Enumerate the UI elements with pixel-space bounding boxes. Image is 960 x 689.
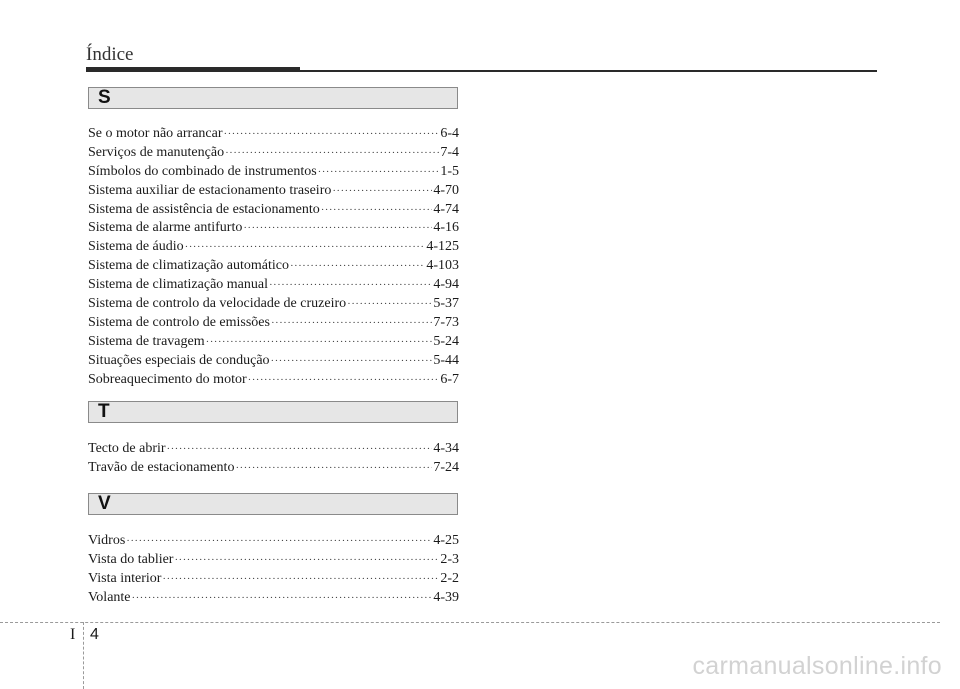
index-entry[interactable] <box>88 257 459 276</box>
section-header-s <box>88 87 458 109</box>
section-header-t <box>88 401 458 423</box>
header-rule-thin <box>300 70 877 72</box>
entry-page: 5-37 <box>433 296 459 312</box>
dot-leader <box>185 238 426 257</box>
index-entry[interactable] <box>88 144 459 163</box>
entry-page: 4-39 <box>433 589 459 605</box>
index-list-t <box>88 440 459 478</box>
index-entry[interactable] <box>88 295 459 314</box>
index-list-v <box>88 532 459 608</box>
index-entry[interactable] <box>88 276 459 295</box>
entry-label: Sistema auxiliar de estacionamento traseiro <box>88 182 332 198</box>
section-letter: T <box>98 401 110 422</box>
entry-page: 1-5 <box>440 163 459 179</box>
footer-page-number: 4 <box>90 626 99 643</box>
section-letter: V <box>98 493 111 514</box>
entry-page: 2-2 <box>440 570 459 586</box>
index-entry[interactable] <box>88 201 459 220</box>
dot-leader <box>126 532 432 551</box>
dot-leader <box>271 352 433 371</box>
section-header-v <box>88 493 458 515</box>
entry-label: Sistema de climatização automático <box>88 258 289 274</box>
dot-leader <box>332 182 432 201</box>
entry-page: 6-7 <box>440 371 459 387</box>
index-entry[interactable] <box>88 352 459 371</box>
entry-label: Vidros <box>88 533 126 548</box>
entry-label: Vista do tablier <box>88 551 174 567</box>
entry-label: Se o motor não arrancar <box>88 126 223 141</box>
entry-page: 4-74 <box>433 201 459 217</box>
entry-page: 5-44 <box>433 352 459 368</box>
entry-label: Travão de estacionamento <box>88 459 235 475</box>
index-entry[interactable] <box>88 182 459 201</box>
entry-label: Situações especiais de condução <box>88 352 270 368</box>
index-entry[interactable] <box>88 440 459 459</box>
footer-divider <box>0 622 940 623</box>
entry-page: 2-3 <box>440 551 459 567</box>
dot-leader <box>271 314 432 333</box>
entry-page: 4-103 <box>426 258 459 274</box>
entry-label: Sistema de travagem <box>88 333 205 349</box>
watermark: carmanualsonline.info <box>692 652 942 680</box>
entry-label: Sistema de áudio <box>88 239 184 255</box>
dot-leader <box>243 219 432 238</box>
entry-label: Sobreaquecimento do motor <box>88 371 247 387</box>
dot-leader <box>162 570 439 589</box>
index-entry[interactable] <box>88 532 459 551</box>
entry-page: 4-125 <box>426 239 459 255</box>
entry-page: 7-4 <box>440 144 459 160</box>
footer-vertical-divider <box>83 622 84 689</box>
dot-leader <box>174 551 439 570</box>
index-entry[interactable] <box>88 163 459 182</box>
dot-leader <box>224 125 440 144</box>
section-letter: S <box>98 87 111 108</box>
header-rule-thick <box>86 67 300 72</box>
entry-page: 4-34 <box>433 441 459 456</box>
dot-leader <box>318 163 440 182</box>
entry-page: 4-70 <box>433 182 459 198</box>
dot-leader <box>132 589 433 608</box>
dot-leader <box>269 276 432 295</box>
dot-leader <box>347 295 432 314</box>
dot-leader <box>167 440 433 459</box>
entry-label: Sistema de alarme antifurto <box>88 220 243 236</box>
entry-label: Símbolos do combinado de instrumentos <box>88 163 317 179</box>
entry-label: Serviços de manutenção <box>88 144 225 160</box>
dot-leader <box>321 201 433 220</box>
entry-page: 4-94 <box>433 277 459 293</box>
index-entry[interactable] <box>88 125 459 144</box>
entry-label: Vista interior <box>88 570 162 586</box>
entry-label: Tecto de abrir <box>88 441 166 456</box>
index-entry[interactable] <box>88 314 459 333</box>
index-entry[interactable] <box>88 371 459 390</box>
entry-label: Sistema de controlo de emissões <box>88 314 270 330</box>
footer-section-code: I <box>70 626 76 643</box>
page-title: Índice <box>86 44 134 65</box>
entry-label: Sistema de assistência de estacionamento <box>88 201 320 217</box>
dot-leader <box>248 371 440 390</box>
dot-leader <box>225 144 439 163</box>
entry-page: 7-24 <box>433 459 459 475</box>
entry-page: 6-4 <box>440 126 459 141</box>
index-list-s <box>88 125 459 389</box>
index-entry[interactable] <box>88 459 459 478</box>
index-entry[interactable] <box>88 333 459 352</box>
entry-page: 4-16 <box>433 220 459 236</box>
index-entry[interactable] <box>88 219 459 238</box>
dot-leader <box>235 459 432 478</box>
index-entry[interactable] <box>88 589 459 608</box>
entry-label: Sistema de controlo da velocidade de cruzeiro <box>88 296 347 312</box>
index-entry[interactable] <box>88 551 459 570</box>
index-entry[interactable] <box>88 570 459 589</box>
dot-leader <box>290 257 425 276</box>
entry-label: Volante <box>88 589 131 605</box>
entry-page: 5-24 <box>433 333 459 349</box>
index-entry[interactable] <box>88 238 459 257</box>
entry-page: 7-73 <box>433 314 459 330</box>
dot-leader <box>206 333 433 352</box>
entry-label: Sistema de climatização manual <box>88 277 268 293</box>
entry-page: 4-25 <box>433 533 459 548</box>
